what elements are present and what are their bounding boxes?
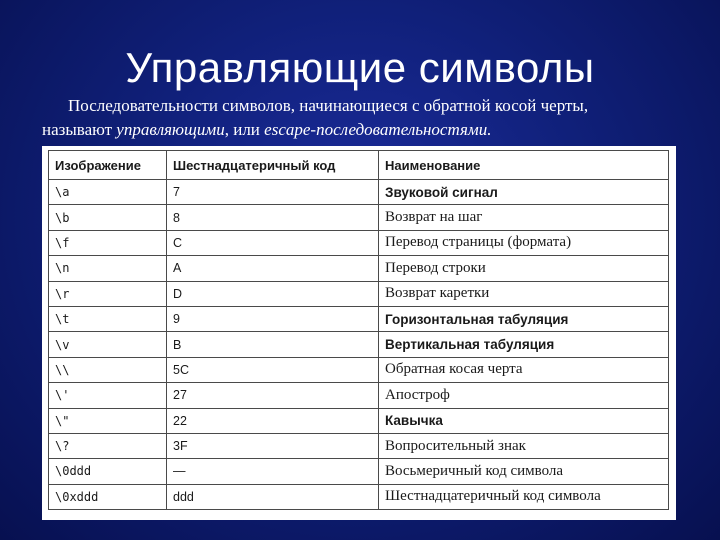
hex-code-cell: B <box>167 332 379 357</box>
table-body <box>49 180 669 510</box>
table-row <box>49 306 669 331</box>
symbol-name-cell: Звуковой сигнал <box>379 180 669 205</box>
subtitle-mid: , или <box>224 120 265 139</box>
slide-subtitle <box>42 94 702 142</box>
escape-code-cell: \r <box>49 281 167 306</box>
hex-code-cell: — <box>167 459 379 484</box>
symbol-name-cell: Обратная косая черта <box>379 357 669 382</box>
hex-code-cell: 5C <box>167 357 379 382</box>
table-row <box>49 459 669 484</box>
symbol-name-cell: Шестнадцатеричный код символа <box>379 484 669 509</box>
escape-code-cell: \n <box>49 256 167 281</box>
table-row <box>49 281 669 306</box>
column-header-hex-code: Шестнадцатеричный код <box>167 151 379 180</box>
table-row <box>49 408 669 433</box>
table-header-row <box>49 151 669 180</box>
subtitle-term-control: управляющими <box>116 120 225 139</box>
hex-code-cell: 27 <box>167 383 379 408</box>
table-row <box>49 180 669 205</box>
table-row <box>49 205 669 230</box>
symbol-name-cell: Перевод строки <box>379 256 669 281</box>
table-row <box>49 230 669 255</box>
symbol-name-cell: Горизонтальная табуляция <box>379 306 669 331</box>
hex-code-cell: 3F <box>167 433 379 458</box>
escape-code-cell: \f <box>49 230 167 255</box>
escape-code-cell: \v <box>49 332 167 357</box>
hex-code-cell: D <box>167 281 379 306</box>
column-header-representation: Изображение <box>49 151 167 180</box>
escape-code-cell: \0ddd <box>49 459 167 484</box>
symbol-name-cell: Возврат на шаг <box>379 205 669 230</box>
escape-code-cell: \" <box>49 408 167 433</box>
symbol-name-cell: Восьмеричный код символа <box>379 459 669 484</box>
escape-code-cell: \\ <box>49 357 167 382</box>
subtitle-line-1: Последовательности символов, начинающиеся с обратной косой черты, <box>68 96 589 115</box>
subtitle-term-escape: escape-последовательностями. <box>264 120 492 139</box>
column-header-name: Наименование <box>379 151 669 180</box>
table-row <box>49 484 669 509</box>
escape-code-cell: \' <box>49 383 167 408</box>
hex-code-cell: 22 <box>167 408 379 433</box>
escape-code-cell: \t <box>49 306 167 331</box>
table-row <box>49 383 669 408</box>
symbol-name-cell: Перевод страницы (формата) <box>379 230 669 255</box>
escape-code-cell: \a <box>49 180 167 205</box>
escape-table-card <box>42 146 676 520</box>
escape-code-cell: \0xddd <box>49 484 167 509</box>
escape-code-cell: \b <box>49 205 167 230</box>
slide-title: Управляющие символы <box>125 44 595 91</box>
hex-code-cell: 7 <box>167 180 379 205</box>
symbol-name-cell: Вертикальная табуляция <box>379 332 669 357</box>
symbol-name-cell: Возврат каретки <box>379 281 669 306</box>
hex-code-cell: A <box>167 256 379 281</box>
subtitle-prefix: называют <box>42 120 117 139</box>
escape-code-cell: \? <box>49 433 167 458</box>
table-row <box>49 256 669 281</box>
table-row <box>49 433 669 458</box>
hex-code-cell: C <box>167 230 379 255</box>
symbol-name-cell: Апостроф <box>379 383 669 408</box>
table-row <box>49 332 669 357</box>
hex-code-cell: 9 <box>167 306 379 331</box>
hex-code-cell: 8 <box>167 205 379 230</box>
escape-sequences-table <box>48 150 669 510</box>
symbol-name-cell: Вопросительный знак <box>379 433 669 458</box>
hex-code-cell: ddd <box>167 484 379 509</box>
subtitle-line-2 <box>42 118 702 142</box>
symbol-name-cell: Кавычка <box>379 408 669 433</box>
table-row <box>49 357 669 382</box>
